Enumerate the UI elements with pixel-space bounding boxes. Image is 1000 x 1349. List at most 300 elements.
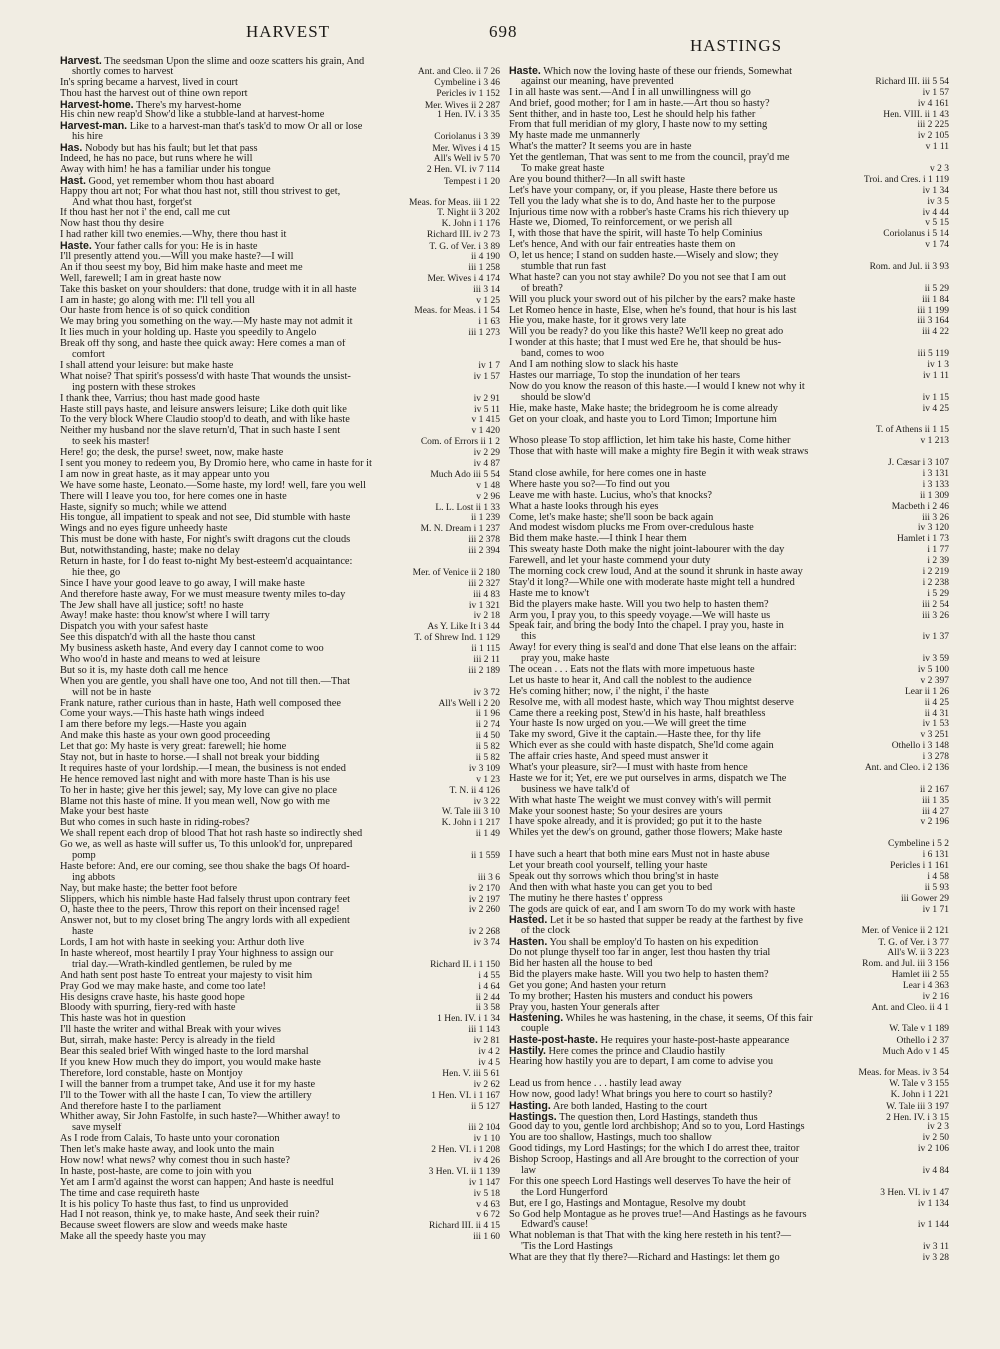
quotation-text: [509, 186, 919, 197]
quotation-text: [509, 1144, 914, 1155]
quotation: Will you pluck your sword out of his pilcher by the ears? make haste: [509, 294, 796, 305]
quotation: To my brother; Hasten his musters and conduct his powers: [509, 991, 753, 1002]
quotation-text: [509, 915, 949, 926]
quotation: Frank nature, rather curious than in haste, Hath well composed thee: [60, 698, 342, 709]
quotation: Away with him! he has a familiar under his tongue: [60, 164, 271, 175]
play-reference: v 4 63: [476, 1199, 500, 1210]
quotation-text: [509, 752, 919, 763]
quotation: Arm you, I pray you, to this speedy voyage.—We will haste us: [509, 610, 771, 621]
quotation-text: [60, 448, 470, 459]
quotation-text: [509, 545, 923, 556]
concordance-line: [60, 688, 500, 699]
concordance-line: [60, 67, 500, 78]
concordance-line: [60, 481, 500, 492]
concordance-line: [509, 1013, 949, 1024]
play-reference: iv 4 5: [478, 1057, 500, 1068]
quotation-text: [509, 578, 919, 589]
quotation: I am there before my legs.—Haste you again: [60, 720, 247, 731]
play-reference: iv 1 3: [927, 360, 949, 371]
headword: Hasting.: [509, 1100, 551, 1112]
concordance-line: [509, 861, 949, 872]
quotation-text: [60, 753, 472, 764]
quotation-text: [60, 601, 465, 612]
quotation: How now! what news? why comest thou in such haste?: [60, 1155, 290, 1166]
concordance-line: [509, 110, 949, 121]
concordance-line: [509, 959, 949, 970]
play-reference: iii 2 189: [468, 665, 500, 676]
concordance-line: [60, 415, 500, 426]
play-reference: Richard II. i 1 150: [430, 959, 500, 970]
quotation: save myself: [72, 1123, 122, 1134]
quotation-text: [509, 469, 919, 480]
concordance-line: [509, 807, 949, 818]
quotation: But, ere I go, Hastings and Montague, Resolve my doubt: [509, 1198, 746, 1209]
quotation: We shall repent each drop of blood That hot rash haste so indirectly shed: [60, 829, 363, 840]
quotation: to seek his master!: [72, 437, 150, 448]
concordance-line: [509, 1003, 949, 1014]
quotation-text: [509, 828, 949, 839]
quotation-text: [60, 1069, 438, 1080]
concordance-line: [509, 1177, 949, 1188]
concordance-line: [509, 763, 949, 774]
quotation-text: [60, 699, 435, 710]
concordance-line: [60, 775, 500, 786]
quotation-text: [509, 992, 919, 1003]
play-reference: iv 1 15: [922, 392, 949, 403]
quotation-text: [509, 774, 949, 785]
quotation-text: [509, 948, 883, 959]
concordance-line: [60, 971, 500, 982]
play-reference: ii 4 31: [924, 708, 949, 719]
play-reference: v 5 15: [925, 218, 949, 229]
quotation: Make your soonest haste; So your desires are yours: [509, 806, 723, 817]
play-reference: iv 2 16: [922, 991, 949, 1002]
quotation: In haste whereof, most heartily I pray Your highness to assign our: [60, 949, 334, 960]
quotation: should be slow'd: [521, 392, 591, 403]
quotation: O, let us hence; I stand on sudden haste.—Wisely and slow; they: [509, 251, 779, 262]
quotation-text: [509, 382, 949, 393]
play-reference: Mer. Wives i 4 174: [427, 273, 500, 284]
quotation-text: [509, 894, 897, 905]
concordance-line: [60, 622, 500, 633]
play-reference: iii Gower 29: [900, 893, 949, 904]
quotation-text: [60, 1189, 470, 1200]
quotation: Do not plunge thyself too far in anger, lest thou hasten thy trial: [509, 948, 771, 959]
quotation: Indeed, he has no pace, but runs where he will: [60, 154, 253, 165]
concordance-line: [509, 1112, 949, 1123]
concordance-line: [509, 273, 949, 284]
left-column: [60, 56, 500, 1243]
play-reference: iv 2 3: [927, 1122, 949, 1133]
quotation: I have such a heart that both mine ears Must not in haste abuse: [509, 850, 770, 861]
concordance-line: [60, 557, 500, 568]
quotation-text: [509, 327, 918, 338]
play-reference: T. Night ii 3 202: [437, 208, 500, 219]
quotation: And I am nothing slow to slack his haste: [509, 360, 679, 371]
play-reference: iv 1 134: [917, 1198, 949, 1209]
quotation: But who comes in such haste in riding-robes?: [60, 818, 250, 829]
quotation: His chin new reap'd Show'd like a stubble-land at harvest-home: [60, 110, 325, 121]
quotation-text: [60, 557, 500, 568]
quotation: I sent you money to redeem you, By Dromio here, who came in haste for it: [60, 458, 372, 469]
quotation-text: [60, 535, 464, 546]
concordance-line: [509, 872, 949, 883]
quotation-text: [60, 895, 465, 906]
play-reference: Othello i 2 37: [896, 1036, 949, 1047]
quotation-text: [60, 67, 414, 78]
quotation-text: [60, 905, 465, 916]
quotation-text: [60, 350, 500, 361]
quotation-text: [60, 829, 472, 840]
play-reference: v 6 72: [476, 1210, 500, 1221]
play-reference: iii 2 11: [473, 654, 500, 665]
concordance-line: [60, 100, 500, 111]
concordance-line: [60, 219, 500, 230]
concordance-line: [60, 470, 500, 481]
quotation: Farewell, and let your haste commend your duty: [509, 556, 711, 567]
quotation: will not be in haste: [72, 687, 152, 698]
play-reference: i 1 77: [927, 545, 949, 556]
play-reference: All's W. ii 3 223: [887, 948, 949, 959]
quotation-text: [509, 1242, 919, 1253]
play-reference: Lear ii 1 26: [904, 686, 949, 697]
concordance-line: [60, 296, 500, 307]
play-reference: Mer. Wives ii 2 287: [424, 100, 500, 111]
quotation: And modest wisdom plucks me From over-credulous haste: [509, 523, 754, 534]
quotation-text: [60, 481, 472, 492]
quotation: pray you, make haste: [521, 654, 610, 665]
quotation: Yet the gentleman, That was sent to me from the council, pray'd me: [509, 153, 790, 164]
quotation-text: [60, 851, 467, 862]
quotation: This must be done with haste, For night's swift dragons cut the clouds: [60, 535, 351, 546]
concordance-line: [509, 937, 949, 948]
concordance-line: [60, 524, 500, 535]
quotation: The ocean . . . Eats not the flats with more impetuous haste: [509, 664, 755, 675]
play-reference: ii 1 309: [919, 490, 949, 501]
quotation: My haste made me unmannerly: [509, 131, 640, 142]
play-reference: 2 Hen. IV. i 3 15: [886, 1112, 949, 1123]
play-reference: iv 1 10: [473, 1134, 500, 1145]
concordance-line: [60, 742, 500, 753]
play-reference: iv 2 197: [468, 894, 500, 905]
quotation: Since I have your good leave to go away, I will make haste: [60, 578, 305, 589]
concordance-line: [60, 1145, 500, 1156]
quotation: Take this basket on your shoulders: that done, trudge with it in all haste: [60, 284, 357, 295]
quotation: What haste? can you not stay awhile? Do you not see that I am out: [509, 272, 787, 283]
quotation: O, haste thee to the peers, Throw this report on their incensed rage!: [60, 905, 340, 916]
quotation-text: [60, 437, 417, 448]
concordance-line: [60, 56, 500, 67]
play-reference: W. Tale v 3 155: [889, 1078, 949, 1089]
quotation-text: [509, 1101, 882, 1112]
quotation-text: [509, 393, 919, 404]
quotation: Go we, as well as haste will suffer us, To this unlook'd for, unprepared: [60, 840, 353, 851]
play-reference: 2 Hen. VI. i 1 208: [431, 1145, 500, 1156]
concordance-line: [60, 350, 500, 361]
concordance-line: [60, 677, 500, 688]
concordance-line: [509, 730, 949, 741]
quotation: Edward's cause!: [521, 1220, 589, 1231]
play-reference: v 1 74: [925, 240, 949, 251]
concordance-line: [60, 110, 500, 121]
play-reference: i 2 39: [927, 556, 949, 567]
concordance-line: [60, 437, 500, 448]
quotation: Tell you the lady what she is to do, And haste her to the purpose: [509, 196, 776, 207]
concordance-line: [60, 306, 500, 317]
quotation: He's coming hither; now, i' the night, i' the haste: [509, 686, 709, 697]
quotation-text: [509, 1166, 919, 1177]
quotation-text: [60, 1145, 427, 1156]
quotation-text: [60, 383, 500, 394]
play-reference: Much Ado iii 5 54: [430, 469, 500, 480]
concordance-line: [60, 644, 500, 655]
quotation-text: [60, 971, 474, 982]
concordance-line: [509, 545, 949, 556]
play-reference: Hamlet i 1 73: [897, 534, 949, 545]
concordance-line: [509, 1090, 949, 1101]
quotation: The morning cock crew loud, And at the sound it shrunk in haste away: [509, 566, 803, 577]
concordance-line: [509, 534, 949, 545]
play-reference: iv 3 74: [473, 938, 500, 949]
concordance-line: [509, 687, 949, 698]
play-reference: ii 4 190: [470, 252, 500, 263]
quotation-text: [509, 513, 918, 524]
concordance-line: [509, 469, 949, 480]
quotation-text: [509, 295, 918, 306]
concordance-line: [60, 699, 500, 710]
concordance-line: [509, 425, 949, 436]
quotation-text: [509, 480, 919, 491]
play-reference: i 2 238: [922, 577, 949, 588]
concordance-line: [509, 120, 949, 131]
play-reference: i 2 219: [922, 566, 949, 577]
quotation: Pray God we may make haste, and come too late!: [60, 981, 267, 992]
quotation: There's my harvest-home: [136, 99, 242, 111]
quotation: I in all haste was sent.—And I in all unwillingness will go: [509, 87, 751, 98]
concordance-line: [509, 1046, 949, 1057]
quotation-text: [509, 197, 923, 208]
concordance-line: [60, 459, 500, 470]
quotation: You are too shallow, Hastings, much too shallow: [509, 1133, 712, 1144]
quotation-text: [509, 131, 914, 142]
quotation: 'Tis the Lord Hastings: [521, 1242, 613, 1253]
play-reference: iii 3 6: [477, 872, 500, 883]
quotation: Haste we for it; Yet, ere we put ourselves in arms, dispatch we The: [509, 773, 787, 784]
concordance-line: [60, 78, 500, 89]
quotation-text: [509, 1177, 949, 1188]
concordance-line: [509, 643, 949, 654]
play-reference: iii 4 27: [922, 806, 949, 817]
quotation: What's the matter? It seems you are in haste: [509, 142, 692, 153]
quotation-text: [509, 316, 913, 327]
quotation: Sent thither, and in haste too, Lest he should help his father: [509, 109, 756, 120]
quotation: It is his policy To haste thus fast, to find us unprovided: [60, 1199, 289, 1210]
play-reference: iii 1 273: [468, 328, 500, 339]
concordance-line: [509, 992, 949, 1003]
concordance-line: [509, 796, 949, 807]
concordance-line: [509, 1155, 949, 1166]
quotation: Haste before: And, ere our coming, see thou shake the bags Of hoard-: [60, 861, 350, 872]
concordance-line: [60, 372, 500, 383]
quotation-text: [509, 763, 861, 774]
play-reference: iv 1 57: [473, 371, 500, 382]
quotation-text: [509, 1155, 949, 1166]
quotation: This sweaty haste Doth make the night joint-labourer with the day: [509, 545, 785, 556]
quotation-text: [60, 1112, 500, 1123]
quotation: Here! go; the desk, the purse! sweet, now, make haste: [60, 448, 284, 459]
quotation-text: [509, 523, 914, 534]
quotation-text: [60, 1232, 469, 1243]
concordance-line: [60, 1134, 500, 1145]
play-reference: iii 2 378: [468, 535, 500, 546]
quotation: Bid the players make haste. Will you two help to hasten them?: [509, 969, 769, 980]
concordance-line: [509, 447, 949, 458]
running-head-left: HARVEST: [246, 22, 331, 41]
quotation-text: [509, 643, 949, 654]
quotation: Return in haste, for I do feast to-night My best-esteem'd acquaintance:: [60, 556, 353, 567]
concordance-line: [60, 916, 500, 927]
concordance-line: [509, 1220, 949, 1231]
play-reference: iii 3 26: [922, 610, 949, 621]
quotation: Get on your cloak, and haste you to Lord Timon; Importune him: [509, 414, 777, 425]
quotation: Whiles he was hastening, in the chase, it seems, Of this fair: [565, 1013, 813, 1025]
concordance-line: [509, 1144, 949, 1155]
concordance-line: [60, 1025, 500, 1036]
concordance-line: [60, 1156, 500, 1167]
quotation-text: [509, 284, 921, 295]
quotation: The question then, Lord Hastings, standeth thus: [559, 1111, 758, 1123]
headword: Haste.: [60, 241, 92, 253]
quotation-text: [60, 176, 440, 187]
concordance-line: [509, 523, 949, 534]
concordance-line: [60, 1112, 500, 1123]
quotation-text: [509, 447, 949, 458]
play-reference: iv 2 106: [917, 1144, 949, 1155]
play-reference: iv 3 11: [922, 1242, 949, 1253]
play-reference: iv 4 44: [922, 207, 949, 218]
quotation: Good, yet remember whom thou hast aboard: [88, 175, 275, 187]
play-reference: 1 Hen. IV. i 3 35: [437, 110, 500, 121]
concordance-line: [509, 393, 949, 404]
quotation-text: [60, 78, 430, 89]
quotation-text: [60, 720, 472, 731]
quotation-text: [60, 884, 465, 895]
concordance-line: [509, 164, 949, 175]
quotation-text: [509, 589, 923, 600]
play-reference: L. L. Lost ii 1 33: [435, 502, 500, 513]
quotation-text: [60, 611, 470, 622]
play-reference: iii 3 14: [473, 284, 500, 295]
concordance-line: [509, 1101, 949, 1112]
play-reference: iv 4 2: [478, 1047, 500, 1058]
concordance-line: [509, 567, 949, 578]
play-reference: ii 2 44: [475, 992, 500, 1003]
concordance-line: [60, 274, 500, 285]
quotation: Then let's make haste away, and look unto the main: [60, 1145, 275, 1156]
quotation-text: [509, 1220, 914, 1231]
play-reference: Pericles i 1 161: [890, 861, 949, 872]
quotation-text: [60, 165, 423, 176]
quotation-text: [509, 491, 916, 502]
quotation: And brief, good mother; for I am in haste.—Art thou so hasty?: [509, 98, 770, 109]
concordance-line: [509, 458, 949, 469]
quotation: business we have talk'd of: [521, 784, 630, 795]
concordance-line: [509, 1057, 949, 1068]
play-reference: T. G. of Ver. i 3 89: [429, 242, 500, 253]
concordance-line: [509, 316, 949, 327]
concordance-line: [509, 774, 949, 785]
play-reference: Much Ado v 1 45: [882, 1047, 949, 1058]
play-reference: iv 1 7: [478, 360, 500, 371]
quotation: Bloody with spurring, fiery-red with haste: [60, 1003, 236, 1014]
quotation-text: [60, 731, 472, 742]
concordance-line: [509, 839, 949, 850]
quotation-text: [60, 677, 500, 688]
quotation: Let your breath cool yourself, telling your haste: [509, 861, 708, 872]
quotation: Blame not this haste of mine. If you mean well, Now go with me: [60, 796, 330, 807]
quotation: Now do you know the reason of this haste.—I would I knew not why it: [509, 381, 805, 392]
play-reference: i 4 58: [927, 871, 949, 882]
quotation: How now, good lady! What brings you here to court so hastily?: [509, 1089, 773, 1100]
quotation-text: [509, 1231, 949, 1242]
play-reference: iv 2 91: [473, 393, 500, 404]
play-reference: i 1 63: [478, 317, 500, 328]
quotation-text: [60, 688, 470, 699]
quotation-text: [509, 1090, 887, 1101]
quotation-text: [60, 709, 472, 720]
quotation: I'll to the Tower with all the haste I can, To view the artillery: [60, 1090, 312, 1101]
play-reference: iv 2 18: [473, 611, 500, 622]
quotation: Hie you, make haste, for it grows very late: [509, 316, 687, 327]
concordance-line: [60, 1232, 500, 1243]
quotation-text: [60, 306, 410, 317]
play-reference: iii 1 84: [922, 294, 949, 305]
play-reference: ii 5 127: [470, 1101, 500, 1112]
play-reference: Coriolanus i 5 14: [883, 229, 949, 240]
concordance-line: [509, 915, 949, 926]
concordance-line: [509, 556, 949, 567]
quotation-text: [60, 960, 426, 971]
quotation: Had I not reason, think ye, to make haste, And seek their ruin?: [60, 1210, 320, 1221]
quotation-text: [60, 775, 472, 786]
concordance-line: [509, 676, 949, 687]
quotation: Stay'd it long?—While one with moderate haste might tell a hundred: [509, 577, 795, 588]
concordance-line: [60, 1047, 500, 1058]
quotation-text: [509, 1003, 868, 1014]
play-reference: iv 1 34: [922, 185, 949, 196]
concordance-line: [60, 884, 500, 895]
quotation-text: [60, 1003, 472, 1014]
concordance-line: [509, 981, 949, 992]
concordance-line: [60, 568, 500, 579]
concordance-line: [509, 1253, 949, 1264]
quotation-text: [60, 982, 474, 993]
play-reference: iii 2 225: [917, 120, 949, 131]
quotation-text: [60, 252, 467, 263]
quotation-text: [60, 1123, 464, 1134]
headword: Hasted.: [509, 915, 548, 927]
play-reference: Meas. for Meas. iv 3 54: [858, 1067, 949, 1078]
concordance-line: [60, 513, 500, 524]
play-reference: Richard III. ii 4 15: [429, 1221, 500, 1232]
play-reference: v 3 251: [920, 730, 949, 741]
quotation-text: [509, 99, 914, 110]
concordance-line: [509, 709, 949, 720]
concordance-line: [509, 131, 949, 142]
concordance-line: [60, 89, 500, 100]
quotation: I had rather kill two enemies.—Why, there thou hast it: [60, 230, 287, 241]
quotation: Slippers, which his nimble haste Had falsely thrust upon contrary feet: [60, 894, 351, 905]
